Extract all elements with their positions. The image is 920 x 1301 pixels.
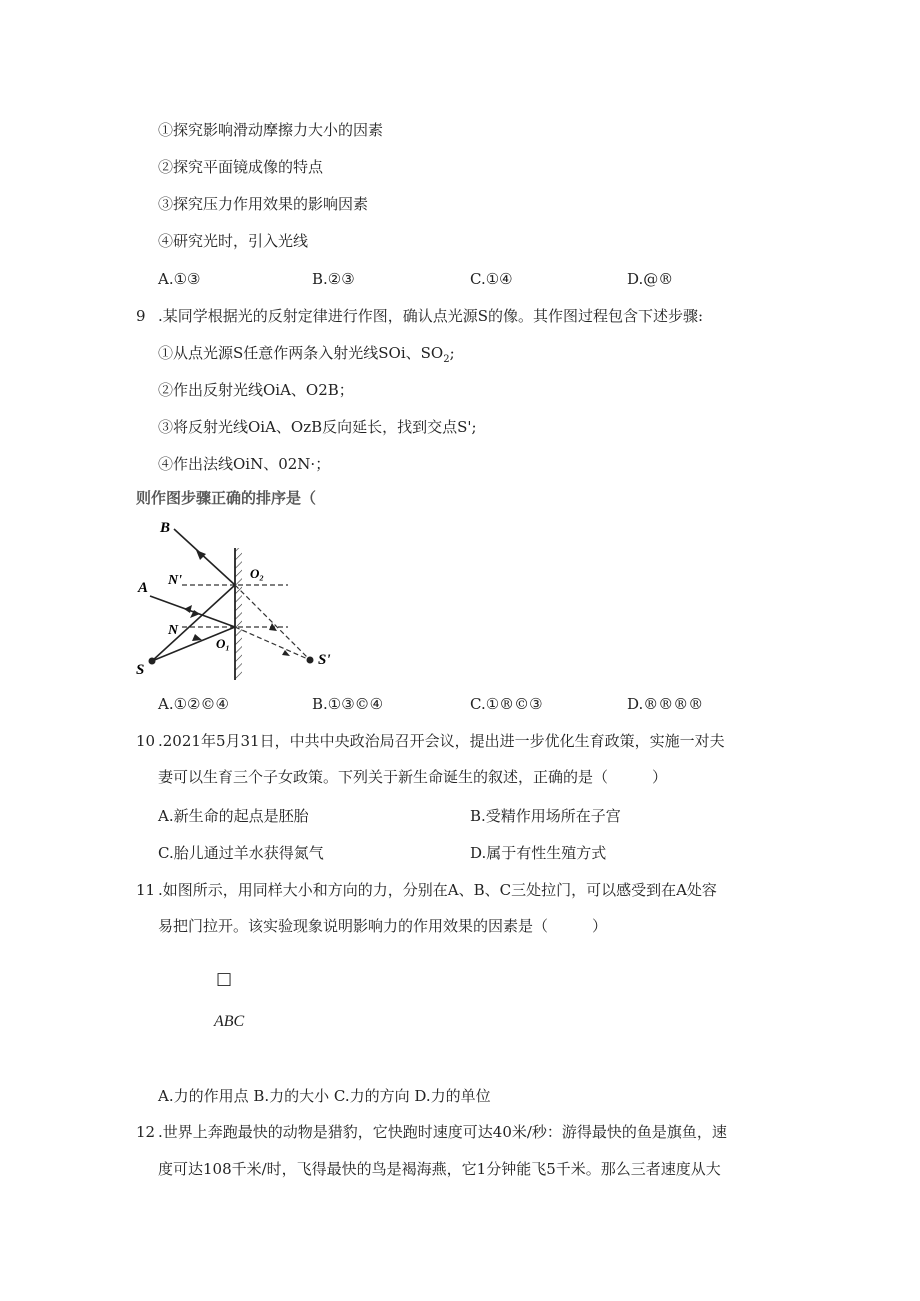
extension-o1-to-s-prime: [235, 627, 310, 660]
q9-option-d: D.®®®®: [627, 695, 704, 713]
q11-figure-placeholder-icon: □: [216, 969, 233, 989]
q8-item-1: ①探究影响滑动摩擦力大小的因素: [158, 121, 384, 139]
label-n: N: [168, 623, 179, 638]
q10-option-c: C.胎儿通过羊水获得氮气: [158, 844, 324, 862]
label-a: A: [138, 580, 149, 596]
ray-o2-to-b: [174, 529, 235, 585]
mirror-hatching: [235, 548, 242, 680]
q11-figure-caption: ABC: [214, 1013, 245, 1030]
q9-step-1: [158, 343, 455, 370]
point-s-prime: [307, 657, 314, 664]
q12-stem-line-1: .世界上奔跑最快的动物是猎豹，它快跑时速度可达40米/秒：游得最快的鱼是旗鱼，速: [158, 1123, 727, 1141]
q9-step-3: ③将反射光线OiA、OzB反向延长，找到交点S';: [158, 418, 477, 436]
q9-step-1-subscript: 2: [443, 354, 450, 365]
q9-step-1-end: ;: [449, 344, 455, 362]
arrow-reflected-b: [196, 550, 206, 560]
q10-stem-line-1: .2021年5月31日，中共中央政治局召开会议，提出进一步优化生育政策，实施一对夫: [158, 732, 725, 750]
q9-stem: .某同学根据光的反射定律进行作图，确认点光源S的像。其作图过程包含下述步骤:: [158, 307, 704, 325]
q9-option-b: B.①③©④: [312, 695, 384, 713]
label-o1: O₁: [216, 636, 230, 651]
q8-option-d: D.@®: [627, 270, 674, 288]
extension-o2-to-s-prime: [235, 585, 310, 660]
q11-close-paren: ）: [592, 917, 608, 935]
q8-option-c: C.①④: [470, 270, 513, 288]
q12-stem-line-2: 度可达108千米/时，飞得最快的鸟是褐海燕，它1分钟能飞5千米。那么三者速度从大: [158, 1160, 721, 1178]
q8-option-b: B.②③: [312, 270, 355, 288]
q10-option-a: A.新生命的起点是胚胎: [158, 807, 309, 825]
q12-number: 12: [136, 1123, 156, 1141]
label-s: S: [136, 662, 145, 678]
q9-step-1-text: ①从点光源S任意作两条入射光线SOi、SO: [158, 344, 444, 362]
q8-item-4: ④研究光时，引入光线: [158, 232, 309, 250]
q8-item-3: ③探究压力作用效果的影响因素: [158, 195, 369, 213]
q10-option-b: B.受精作用场所在子宫: [470, 807, 621, 825]
label-b: B: [160, 520, 171, 536]
q10-stem-line-2: [158, 767, 667, 787]
q11-options: A.力的作用点 B.力的大小 C.力的方向 D.力的单位: [158, 1087, 491, 1105]
q10-option-d: D.属于有性生殖方式: [470, 844, 607, 862]
q8-item-2: ②探究平面镜成像的特点: [158, 158, 324, 176]
q9-step-4: ④作出法线OiN、02N·；: [158, 455, 331, 473]
q8-option-a: A.①③: [158, 270, 201, 288]
point-s: [149, 658, 156, 665]
q9-option-c: C.①®©③: [470, 695, 543, 713]
q9-question-line: 则作图步骤正确的排序是（: [136, 489, 317, 507]
q9-step-2: ②作出反射光线OiA、O2B；: [158, 381, 354, 399]
q9-option-a: A.①②©④: [158, 695, 229, 713]
label-o2: O₂: [250, 566, 264, 581]
q10-number: 10: [136, 732, 156, 750]
label-n-prime: N': [168, 573, 182, 588]
q11-number: 11: [136, 881, 156, 899]
label-s-prime: S': [318, 652, 331, 668]
arrow-reflected-a: [184, 605, 192, 613]
arrow-incident-lower: [192, 634, 202, 641]
ray-o1-to-a: [150, 596, 235, 627]
q11-stem-line-2-text: 易把门拉开。该实验现象说明影响力的作用效果的因素是（: [158, 917, 549, 935]
reflection-diagram: [130, 512, 350, 687]
q11-stem-line-1: .如图所示，用同样大小和方向的力，分别在A、B、C三处拉门，可以感受到在A处容: [158, 881, 717, 899]
q11-stem-line-2: [158, 916, 607, 936]
q10-stem-line-2-text: 妻可以生育三个子女政策。下列关于新生命诞生的叙述，正确的是（: [158, 768, 609, 786]
q10-close-paren: ）: [652, 768, 668, 786]
q9-number: 9: [136, 307, 146, 325]
